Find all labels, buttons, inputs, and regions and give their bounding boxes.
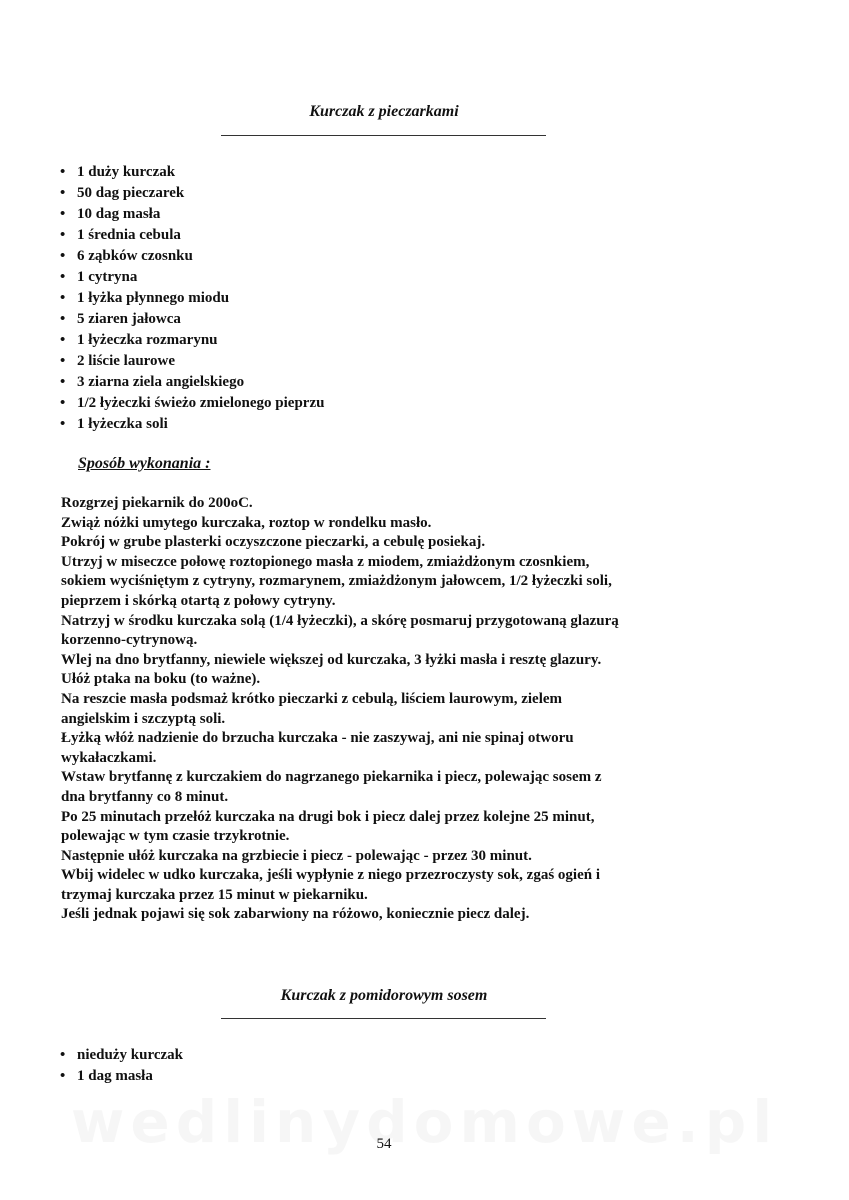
- method-line: Wbij widelec w udko kurczaka, jeśli wypłynie z niego przezroczysty sok, zgaś ogień i: [61, 867, 601, 884]
- method-line: dna brytfanny co 8 minut.: [61, 788, 229, 805]
- ingredient-item: • 1 dag masła: [60, 1066, 183, 1087]
- ingredient-item: • 1 łyżeczka soli: [60, 414, 324, 435]
- ingredient-item: • 50 dag pieczarek: [60, 183, 324, 204]
- method-line: Pokrój w grube plasterki oczyszczone pieczarki, a cebulę posiekaj.: [61, 534, 486, 551]
- method-line: Ułóż ptaka na boku (to ważne).: [61, 671, 261, 688]
- method-line: polewając w tym czasie trzykrotnie.: [61, 828, 290, 845]
- ingredient-item: • 6 ząbków czosnku: [60, 246, 324, 267]
- ingredient-item: • 2 liście laurowe: [60, 351, 324, 372]
- title-divider: [221, 135, 546, 136]
- method-line: Zwiąż nóżki umytego kurczaka, roztop w rondelku masło.: [61, 514, 432, 531]
- method-line: Po 25 minutach przełóż kurczaka na drugi bok i piecz dalej przez kolejne 25 minut,: [61, 808, 595, 825]
- method-line: Rozgrzej piekarnik do 200oC.: [61, 495, 253, 511]
- method-line: Natrzyj w środku kurczaka solą (1/4 łyżeczki), a skórę posmaruj przygotowaną glazurą: [61, 612, 619, 629]
- ingredient-item: • 1 łyżka płynnego miodu: [60, 288, 324, 309]
- ingredient-item: • 1 średnia cebula: [60, 225, 324, 246]
- method-line: pieprzem i skórką otartą z połowy cytryny.: [61, 592, 336, 609]
- recipe1-ingredient-list: [60, 162, 324, 435]
- method-heading: Sposób wykonania :: [78, 455, 211, 472]
- method-line: Jeśli jednak pojawi się sok zabarwiony na różowo, koniecznie piecz dalej.: [61, 906, 530, 923]
- recipe2-title: Kurczak z pomidorowym sosem: [280, 987, 488, 1004]
- ingredient-item: • 1 duży kurczak: [60, 162, 324, 183]
- ingredient-item: • 10 dag masła: [60, 204, 324, 225]
- method-line: Na reszcie masła podsmaż krótko pieczarki z cebulą, liściem laurowym, zielem: [61, 690, 563, 707]
- method-line: Łyżką włóż nadzienie do brzucha kurczaka - nie zaszywaj, ani nie spinaj otworu: [61, 730, 574, 747]
- ingredient-item: • 1/2 łyżeczki świeżo zmielonego pieprzu: [60, 393, 324, 414]
- ingredient-item: • 1 łyżeczka rozmarynu: [60, 330, 324, 351]
- method-line: trzymaj kurczaka przez 15 minut w piekarniku.: [61, 886, 368, 903]
- method-line: Wlej na dno brytfanny, niewiele większej od kurczaka, 3 łyżki masła i resztę glazury.: [61, 651, 602, 668]
- method-line: wykałaczkami.: [61, 749, 157, 766]
- ingredient-item: • 5 ziaren jałowca: [60, 309, 324, 330]
- method-line: Utrzyj w miseczce połowę roztopionego masła z miodem, zmiażdżonym czosnkiem,: [61, 553, 590, 570]
- method-text: [61, 494, 761, 925]
- method-line: korzenno-cytrynową.: [61, 632, 198, 649]
- page-number: 54: [376, 1136, 392, 1152]
- recipe1-title: Kurczak z pieczarkami: [309, 103, 459, 120]
- recipe2-ingredient-list: [60, 1045, 183, 1087]
- method-line: Wstaw brytfannę z kurczakiem do nagrzanego piekarnika i piecz, polewając sosem z: [61, 769, 602, 786]
- ingredient-item: • nieduży kurczak: [60, 1045, 183, 1066]
- method-line: sokiem wyciśniętym z cytryny, rozmarynem, zmiażdżonym jałowcem, 1/2 łyżeczki soli,: [61, 573, 612, 590]
- title-divider: [221, 1018, 546, 1019]
- ingredient-item: • 3 ziarna ziela angielskiego: [60, 372, 324, 393]
- method-line: Następnie ułóż kurczaka na grzbiecie i piecz - polewając - przez 30 minut.: [61, 847, 532, 864]
- ingredient-item: • 1 cytryna: [60, 267, 324, 288]
- method-line: angielskim i szczyptą soli.: [61, 710, 226, 727]
